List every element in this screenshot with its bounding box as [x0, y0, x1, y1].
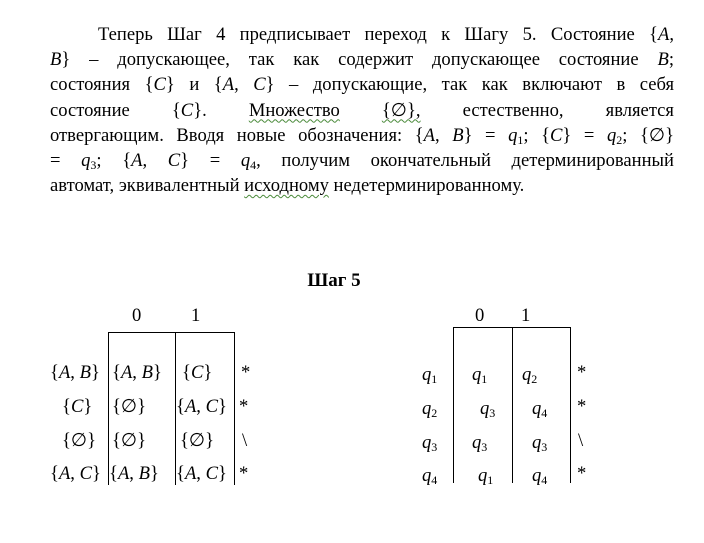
transition-cell: $q_1$ — [478, 465, 494, 487]
accept-mark: * — [239, 463, 249, 484]
accept-mark: * — [577, 396, 587, 417]
column-header-0: 0 — [132, 305, 142, 326]
transition-cell: {A, C} — [176, 463, 227, 484]
reject-mark: \ — [242, 430, 248, 451]
transition-cell: {∅} — [112, 430, 147, 451]
accept-mark: * — [239, 396, 249, 417]
transition-cell: $q_1$ — [472, 364, 488, 386]
column-header-0: 0 — [475, 305, 485, 326]
table-top-rule — [108, 332, 235, 333]
state-cell: $q_4$ — [422, 465, 438, 487]
table-divider — [453, 327, 454, 483]
state-cell: $q_1$ — [422, 364, 438, 386]
accept-mark: * — [577, 362, 587, 383]
table-divider — [234, 332, 235, 485]
transition-cell: {A, C} — [176, 396, 227, 417]
step-heading: Шаг 5 — [307, 270, 361, 291]
transition-cell: {A, B} — [109, 463, 159, 484]
table-divider — [512, 327, 513, 483]
state-cell: {∅} — [62, 430, 97, 451]
state-cell: {C} — [62, 396, 93, 417]
paragraph-line: Теперь Шаг 4 предписывает переход к Шагу 5. Состояние {A, — [98, 24, 674, 45]
state-cell: $q_3$ — [422, 432, 438, 454]
state-cell: $q_2$ — [422, 398, 438, 420]
transition-cell: $q_4$ — [532, 398, 548, 420]
table-divider — [570, 327, 571, 483]
body-paragraph — [50, 22, 674, 198]
transition-cell: $q_3$ — [480, 398, 496, 420]
paragraph-line: = $q_3$; {A, $C\} = q_4$, получим окончательный детерминированный — [50, 150, 674, 173]
accept-mark: * — [577, 463, 587, 484]
paragraph-line: состояния {C} и {A, C} – допускающие, так как включают в себя — [50, 74, 674, 96]
reject-mark: \ — [578, 430, 584, 451]
state-cell: {A, B} — [50, 362, 100, 383]
table-top-rule — [453, 327, 571, 328]
paragraph-line: отвергающим. Вводя новые обозначения: {A, $B\} = q_1$; $\{C\} = q_2$; {∅} — [50, 124, 674, 147]
transition-cell: {∅} — [180, 430, 215, 451]
state-cell: {A, C} — [50, 463, 101, 484]
paragraph-line: автомат, эквивалентный исходному недетерминированному. — [50, 175, 525, 197]
transition-cell: {A, B} — [112, 362, 162, 383]
paragraph-line: B} – допускающее, так как содержит допускающее состояние B; — [50, 49, 674, 71]
transition-cell: $q_3$ — [472, 432, 488, 454]
column-header-1: 1 — [191, 305, 201, 326]
transition-cell: {C} — [182, 362, 213, 383]
column-header-1: 1 — [521, 305, 531, 326]
paragraph-line: состояние {C}. Множество {∅}, естественно, является — [50, 99, 674, 121]
transition-cell: {∅} — [112, 396, 147, 417]
transition-cell: $q_4$ — [532, 465, 548, 487]
transition-cell: $q_2$ — [522, 364, 538, 386]
accept-mark: * — [241, 362, 251, 383]
transition-cell: $q_3$ — [532, 432, 548, 454]
